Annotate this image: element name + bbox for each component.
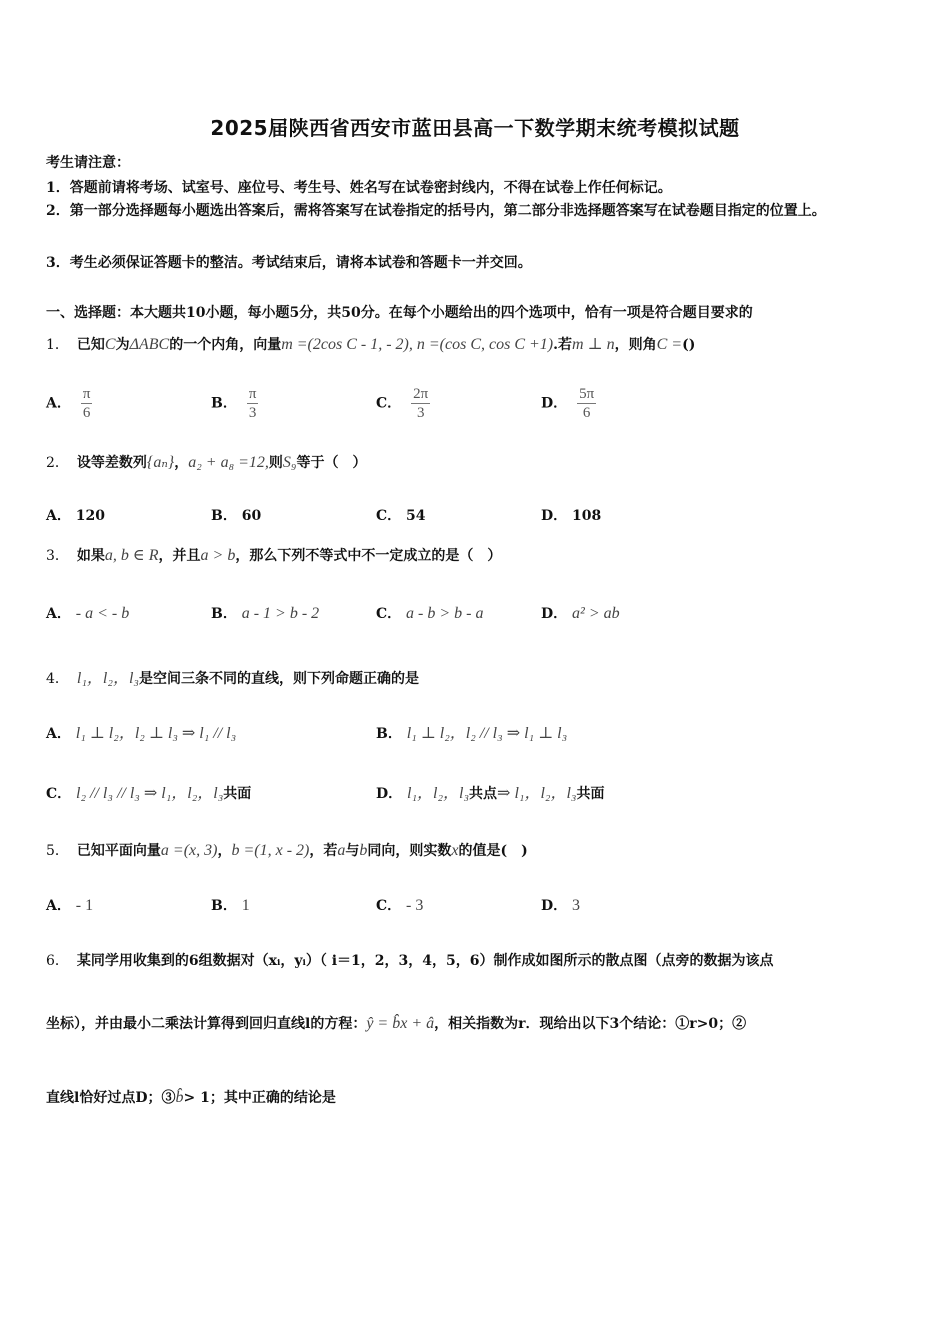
option-d[interactable]: D． $\frac{5\pi}{6}$ [541, 386, 595, 421]
page-title: 2025届陕西省西安市蓝田县高一下数学期末统考模拟试题 [210, 116, 740, 140]
question-1: 1． 已知C为ΔABC的一个内角，向量m =(2cos C - 1, - 2), n =(cos C, cos C +1).若m ⊥ n，则角C =() [46, 336, 696, 353]
section-heading: 一、选择题：本大题共10小题，每小题5分，共50分。在每个小题给出的四个选项中，恰有一项是符合题目要求的 [46, 305, 753, 321]
option-d[interactable]: D． a² > ab [541, 605, 620, 622]
notice-item: 3．考生必须保证答题卡的整洁。考试结束后，请将本试卷和答题卡一并交回。 [46, 255, 532, 271]
question-number: 3． [46, 548, 69, 564]
question-number: 4． [46, 671, 69, 687]
question-3: 3． 如果a, b ∈ R，并且a > b，那么下列不等式中不一定成立的是（ ） [46, 547, 502, 564]
option-a[interactable]: A． - 1 [46, 897, 94, 914]
option-a[interactable]: A． l₁ ⊥ l₂，l₂ ⊥ l₃ ⇒ l₁ // l₃ [46, 725, 237, 742]
option-c[interactable]: C． $\frac{2\pi}{3}$ [376, 386, 429, 421]
option-a[interactable]: A． 120 [46, 508, 105, 524]
question-number: 6． [46, 953, 69, 969]
option-c[interactable]: C． a - b > b - a [376, 605, 484, 622]
option-b[interactable]: B． 1 [211, 897, 250, 914]
notice-heading: 考生请注意： [46, 155, 130, 171]
option-b[interactable]: B． 60 [211, 508, 262, 524]
notice-item: 2．第一部分选择题每小题选出答案后，需将答案写在试卷指定的括号内，第二部分非选择题答案写在试卷题目指定的位置上。 [46, 203, 826, 219]
option-d[interactable]: D． l₁，l₂，l₃共点⇒ l₁，l₂，l₃共面 [376, 785, 605, 802]
option-b[interactable]: B． $\frac{\pi}{3}$ [211, 386, 257, 421]
question-6-line-3: 直线l恰好过点D；③b̂> 1；其中正确的结论是 [46, 1089, 336, 1106]
option-c[interactable]: C． 54 [376, 508, 426, 524]
question-6: 6． 某同学用收集到的6组数据对（xᵢ，yᵢ）（ i＝1，2，3，4，5，6）制作成如图所示的散点图（点旁的数据为该点 [46, 953, 774, 969]
question-number: 2． [46, 455, 69, 471]
option-a[interactable]: A． - a < - b [46, 605, 130, 622]
question-5: 5． 已知平面向量a =(x, 3)，b =(1, x - 2)，若a与b同向，则实数x的值是( ) [46, 842, 528, 859]
question-number: 5． [46, 843, 69, 859]
option-d[interactable]: D． 3 [541, 897, 581, 914]
option-b[interactable]: B． a - 1 > b - 2 [211, 605, 320, 622]
notice-item: 1．答题前请将考场、试室号、座位号、考生号、姓名写在试卷密封线内，不得在试卷上作任何标记。 [46, 180, 672, 196]
question-4: 4． l₁，l₂，l₃是空间三条不同的直线，则下列命题正确的是 [46, 670, 419, 687]
option-b[interactable]: B． l₁ ⊥ l₂，l₂ // l₃ ⇒ l₁ ⊥ l₃ [376, 725, 568, 742]
question-number: 1． [46, 337, 69, 353]
option-a[interactable]: A． $\frac{\pi}{6}$ [46, 386, 91, 421]
option-d[interactable]: D． 108 [541, 508, 602, 524]
question-6-line-2: 坐标），并由最小二乘法计算得到回归直线l的方程：ŷ = b̂x + â，相关指数为r．现给出以下3个结论：①r>0；② [46, 1015, 747, 1032]
option-c[interactable]: C． l₂ // l₃ // l₃ ⇒ l₁，l₂，l₃共面 [46, 785, 252, 802]
option-c[interactable]: C． - 3 [376, 897, 424, 914]
question-2: 2． 设等差数列{aₙ}，a₂ + a₈ =12,则S₉等于（ ） [46, 454, 367, 471]
